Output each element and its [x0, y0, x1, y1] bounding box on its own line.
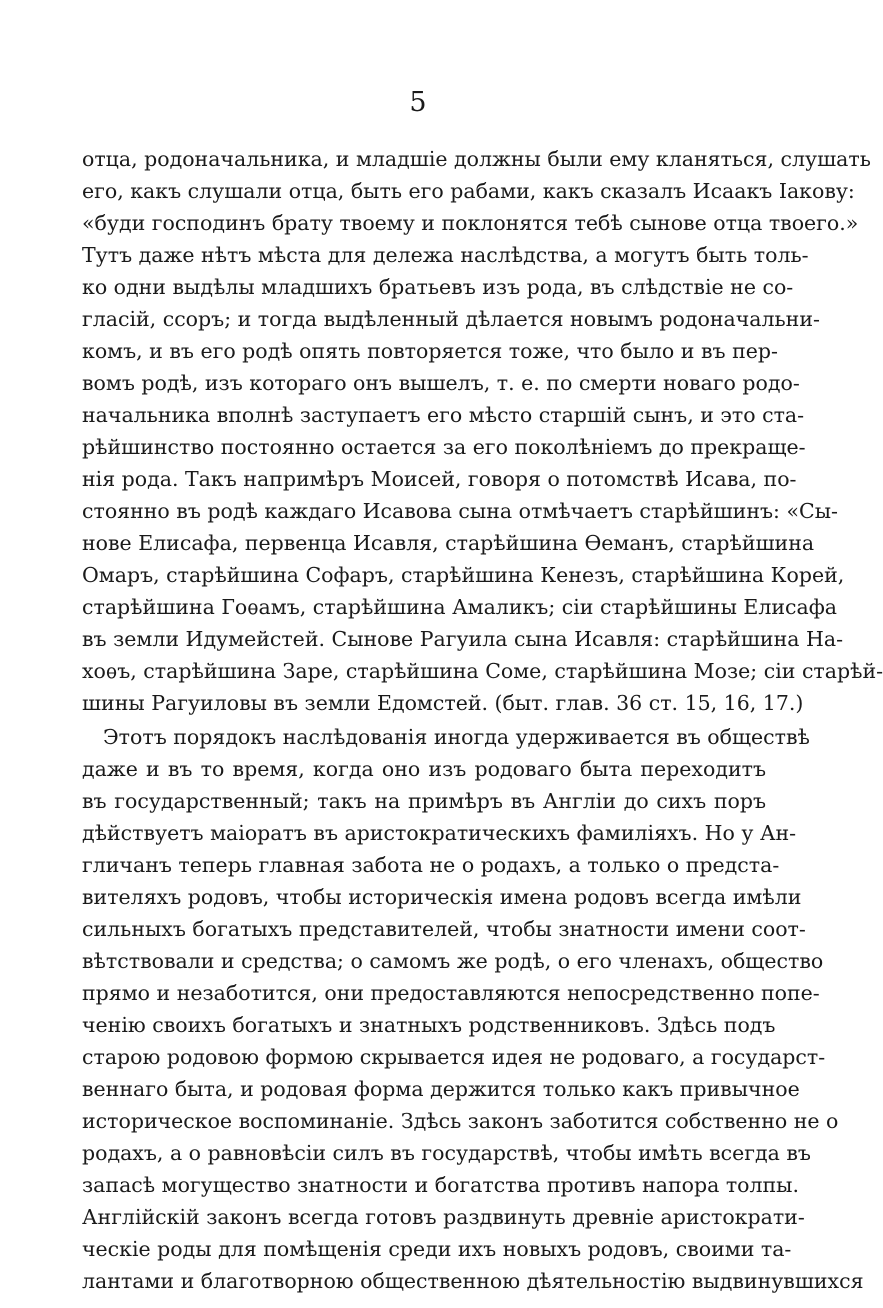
text-line-29: старою родовою формою скрывается идея не родоваго, а государст- — [82, 1045, 826, 1069]
text-line-9: начальника вполнѣ заступаетъ его мѣсто старшій сынъ, и это ста- — [82, 403, 805, 427]
text-line-22: дѣйствуетъ маіоратъ въ аристократическихъ фамиліяхъ. Но у Ан- — [82, 821, 797, 845]
text-line-17: хоѳъ, старѣйшина Заре, старѣйшина Соме, старѣйшина Мозе; сіи старѣй- — [82, 659, 883, 683]
text-line-18: шины Рагуиловы въ земли Едомстей. (быт. глав. 36 ст. 15, 16, 17.) — [82, 691, 804, 715]
text-line-6: гласій, ссоръ; и тогда выдѣленный дѣлается новымъ родоначальни- — [82, 307, 820, 331]
text-line-16: въ земли Идумейстей. Сынове Рагуила сына Исавля: старѣйшина На- — [82, 627, 843, 651]
text-line-2: его, какъ слушали отца, быть его рабами, какъ сказалъ Исаакъ Іакову: — [82, 179, 855, 203]
text-line-5: ко одни выдѣлы младшихъ братьевъ изъ рода, въ слѣдствіе не со- — [82, 275, 794, 299]
text-line-4: Тутъ даже нѣтъ мѣста для дележа наслѣдства, а могутъ быть толь- — [82, 243, 809, 267]
text-line-14: Омаръ, старѣйшина Софаръ, старѣйшина Кенезъ, старѣйшина Корей, — [82, 563, 845, 587]
text-line-12: стоянно въ родѣ каждаго Исавова сына отмѣчаетъ старѣйшинъ: «Сы- — [82, 499, 838, 523]
text-line-3: «буди господинъ брату твоему и поклонятся тебѣ сынове отца твоего.» — [82, 211, 859, 235]
paragraph-start-line: Этотъ порядокъ наслѣдованія иногда удерживается въ обществѣ — [103, 725, 810, 749]
text-line-21: въ государственный; такъ на примѣръ въ Англіи до сихъ поръ — [82, 789, 766, 813]
text-line-8: вомъ родѣ, изъ котораго онъ вышелъ, т. е. по смерти новаго родо- — [82, 371, 800, 395]
text-line-27: прямо и незаботится, они предоставляются непосредственно попе- — [82, 981, 820, 1005]
page-number: 5 — [409, 87, 427, 118]
text-line-11: нія рода. Такъ напримѣръ Моисей, говоря о потомствѣ Исава, по- — [82, 467, 797, 491]
text-line-10: рѣйшинство постоянно остается за его поколѣніемъ до прекраще- — [82, 435, 806, 459]
text-line-31: историческое воспоминаніе. Здѣсь законъ заботится собственно не о — [82, 1109, 839, 1133]
text-line-33: запасѣ могущество знатности и богатства противъ напора толпы. — [82, 1173, 800, 1197]
text-line-20: даже и въ то время, когда оно изъ родоваго быта переходитъ — [82, 757, 766, 781]
text-line-32: родахъ, а о равновѣсіи силъ въ государствѣ, чтобы имѣть всегда въ — [82, 1141, 811, 1165]
text-line-15: старѣйшина Гоѳамъ, старѣйшина Амаликъ; сіи старѣйшины Елисафа — [82, 595, 838, 619]
text-line-25: сильныхъ богатыхъ представителей, чтобы знатности имени соот- — [82, 917, 806, 941]
text-line-26: вѣтствовали и средства; о самомъ же родѣ, о его членахъ, общество — [82, 949, 824, 973]
text-line-35: ческіе роды для помѣщенія среди ихъ новыхъ родовъ, своими та- — [82, 1237, 792, 1261]
text-line-23: гличанъ теперь главная забота не о родахъ, а только о предста- — [82, 853, 780, 877]
text-line-34: Англійскій законъ всегда готовъ раздвинуть древніе аристократи- — [82, 1205, 805, 1229]
text-line-13: нове Елисафа, первенца Исавля, старѣйшина Ѳеманъ, старѣйшина — [82, 531, 815, 555]
text-line-1: отца, родоначальника, и младшіе должны были ему кланяться, слушать — [82, 147, 871, 171]
text-line-36: лантами и благотворною общественною дѣятельностію выдвинувшихся — [82, 1269, 864, 1293]
text-line-30: веннаго быта, и родовая форма держится только какъ привычное — [82, 1077, 800, 1101]
text-line-24: вителяхъ родовъ, чтобы историческія имена родовъ всегда имѣли — [82, 885, 802, 909]
text-line-7: комъ, и въ его родѣ опять повторяется тоже, что было и въ пер- — [82, 339, 778, 363]
text-line-28: ченію своихъ богатыхъ и знатныхъ родственниковъ. Здѣсь подъ — [82, 1013, 776, 1037]
